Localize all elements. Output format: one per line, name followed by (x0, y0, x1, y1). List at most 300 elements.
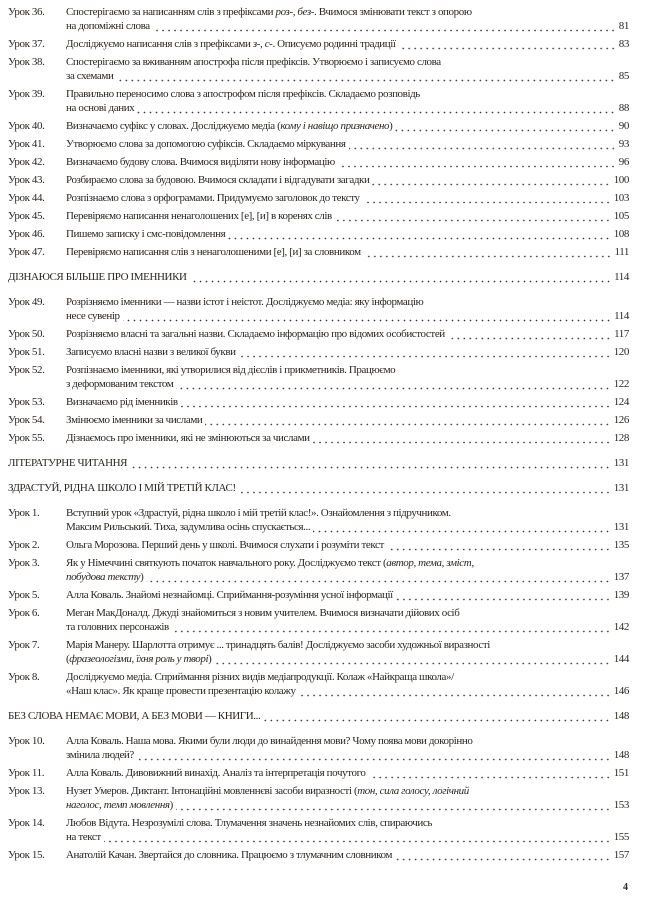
lesson-label: Урок 52. (8, 364, 45, 376)
entry-line (66, 101, 629, 115)
lesson-label: Урок 3. (8, 557, 40, 569)
text-segment: з деформованим текстом (66, 378, 174, 390)
entry-line (66, 684, 629, 698)
dot-leader (137, 748, 611, 762)
page-ref: 105 (613, 210, 629, 222)
lesson-label: Урок 10. (8, 735, 45, 747)
entry-text (66, 19, 150, 33)
entry-text (66, 245, 361, 259)
lesson-label: Урок 51. (8, 346, 45, 358)
entry-text (66, 798, 173, 812)
entry-body (66, 413, 629, 427)
page-ref: 90 (618, 120, 629, 132)
text-segment: Розрізняємо іменники — назви істот і неістот. Досліджуємо медіа: яку інформацію (66, 296, 424, 308)
entry-line (66, 5, 629, 19)
entry-line (66, 670, 629, 684)
entry-body (66, 848, 629, 862)
entry-line (8, 456, 629, 470)
text-segment: Пишемо записку і смс-повідомлення (66, 228, 226, 240)
entry-body (8, 270, 629, 284)
entry-text (66, 538, 384, 552)
page-ref: 85 (618, 70, 629, 82)
entry-line (66, 830, 629, 844)
page-ref: 131 (613, 521, 629, 533)
text-segment: на текст (66, 831, 101, 843)
entry-line (66, 155, 629, 169)
section-heading (8, 479, 629, 497)
dot-leader (335, 209, 611, 223)
text-segment: Розпізнаємо слова з орфограмами. Придумуємо заголовок до тексту (66, 192, 360, 204)
dot-leader (172, 620, 611, 634)
toc-entry (8, 171, 629, 189)
italic-text: кому і навіщо призначено (280, 120, 390, 132)
page-ref: 83 (618, 38, 629, 50)
toc-entry (8, 35, 629, 53)
text-segment: Визначаємо будову слова. Вчимося виділяти нову інформацію (66, 156, 335, 168)
entry-body (66, 137, 629, 151)
dot-leader (116, 69, 615, 83)
entry-body (8, 481, 629, 495)
entry-line (66, 638, 629, 652)
entry-line (66, 570, 629, 584)
toc-entry (8, 225, 629, 243)
text-segment: Любов Відута. Незрозумілі слова. Тлумачення значень незнайомих слів, спираючись (66, 817, 432, 829)
text-segment: ЛІТЕРАТУРНЕ ЧИТАННЯ (8, 457, 128, 469)
toc-entry (8, 53, 629, 85)
entry-line (66, 748, 629, 762)
page-ref: 103 (613, 192, 629, 204)
entry-body (66, 784, 629, 812)
toc-entry (8, 3, 629, 35)
dot-leader (387, 538, 611, 552)
page-ref: 124 (613, 396, 629, 408)
entry-text (66, 101, 134, 115)
toc-entry (8, 636, 629, 668)
text-segment: Змінюємо іменники за числами (66, 414, 203, 426)
entry-text (66, 684, 296, 698)
page-ref: 144 (613, 653, 629, 665)
lesson-label: Урок 46. (8, 228, 45, 240)
toc-entry (8, 604, 629, 636)
lesson-label: Урок 5. (8, 589, 40, 601)
entry-text (66, 87, 420, 101)
entry-line (66, 37, 629, 51)
text-segment: Як у Німеччині святкують початок навчального року. Досліджуємо текст ( (66, 557, 387, 569)
dot-leader (395, 848, 611, 862)
lesson-label: Урок 15. (8, 849, 45, 861)
entry-body (66, 538, 629, 552)
entry-line (66, 227, 629, 241)
page-ref: 135 (613, 539, 629, 551)
text-segment: . Описуємо родинні традиції (272, 38, 396, 50)
dot-leader (123, 309, 612, 323)
dot-leader (181, 395, 611, 409)
text-segment: на допоміжні слова (66, 20, 150, 32)
dot-leader (338, 155, 616, 169)
text-segment: ( (66, 653, 70, 665)
entry-body (66, 155, 629, 169)
entry-text (66, 588, 393, 602)
text-segment: ЗДРАСТУЙ, РІДНА ШКОЛО І МІЙ ТРЕТІЙ КЛАС! (8, 482, 236, 494)
toc-entry (8, 782, 629, 814)
lesson-label: Урок 44. (8, 192, 45, 204)
lesson-label: Урок 50. (8, 328, 45, 340)
page-ref: 117 (614, 328, 629, 340)
lesson-label: Урок 7. (8, 639, 40, 651)
text-segment: змінила людей? (66, 749, 134, 761)
dot-leader (205, 413, 610, 427)
dot-leader (153, 19, 616, 33)
entry-body (66, 227, 629, 241)
italic-text: роз-, без- (275, 6, 315, 18)
page-number: 4 (623, 882, 628, 893)
dot-leader (104, 830, 611, 844)
dot-leader (448, 327, 611, 341)
page-ref: 146 (613, 685, 629, 697)
page-ref: 153 (613, 799, 629, 811)
entry-text (66, 816, 432, 830)
text-segment: Записуємо власні назви з великої букви (66, 346, 236, 358)
toc-entry (8, 85, 629, 117)
text-segment: та головних персонажів (66, 621, 169, 633)
entry-line (66, 431, 629, 445)
dot-leader (395, 119, 615, 133)
entry-line (66, 345, 629, 359)
text-segment: Ольга Морозова. Перший день у школі. Вчимося слухати і розуміти текст (66, 539, 384, 551)
entry-body (66, 556, 629, 584)
entry-text (66, 748, 134, 762)
text-segment: Визначаємо суфікс у словах. Досліджуємо медіа ( (66, 120, 281, 132)
entry-line (66, 652, 629, 666)
lesson-label: Урок 43. (8, 174, 45, 186)
entry-text (66, 848, 392, 862)
entry-line (66, 295, 629, 309)
page-ref: 148 (613, 710, 629, 722)
entry-line (66, 588, 629, 602)
entry-line (8, 270, 629, 284)
dot-leader (372, 173, 610, 187)
page-ref: 128 (613, 432, 629, 444)
lesson-label: Урок 8. (8, 671, 40, 683)
lesson-label: Урок 1. (8, 507, 40, 519)
text-segment: Визначаємо рід іменників (66, 396, 178, 408)
page-ref: 139 (613, 589, 629, 601)
italic-text: фразеологізми, їхня роль у творі (69, 653, 209, 665)
entry-text (66, 506, 451, 520)
dot-leader (214, 652, 610, 666)
entry-line (66, 816, 629, 830)
text-segment: Розпізнаємо іменники, які утворилися від дієслів і прикметників. Працюємо (66, 364, 396, 376)
text-segment: Утворюємо слова за допомогою суфіксів. Складаємо міркування (66, 138, 346, 150)
lesson-label: Урок 49. (8, 296, 45, 308)
page-ref: 155 (613, 831, 629, 843)
entry-text (66, 784, 469, 798)
page-ref: 96 (618, 156, 629, 168)
entry-line (66, 766, 629, 780)
lesson-label: Урок 53. (8, 396, 45, 408)
italic-text: побудова тексту (66, 571, 141, 583)
toc-entry (8, 536, 629, 554)
entry-body (66, 431, 629, 445)
toc-entry (8, 814, 629, 846)
dot-leader (239, 481, 611, 495)
entry-text (66, 295, 423, 309)
entry-body (66, 345, 629, 359)
dot-leader (396, 588, 611, 602)
dot-leader (190, 270, 612, 284)
text-segment: БЕЗ СЛОВА НЕМАЄ МОВИ, А БЕЗ МОВИ — КНИГИ... (8, 710, 261, 722)
entry-line (66, 606, 629, 620)
lesson-label: Урок 45. (8, 210, 45, 222)
entry-body (66, 363, 629, 391)
entry-body (66, 245, 629, 259)
text-segment: Алла Коваль. Знайомі незнайомці. Сприймання-розуміння усної інформації (66, 589, 393, 601)
entry-text (66, 620, 169, 634)
entry-text (66, 69, 113, 83)
text-segment: ) (169, 799, 173, 811)
text-segment: Марія Манеру. Шарлотта отримує ... тринадцять балів! Досліджуємо засоби художньої виразності (66, 639, 490, 651)
entry-body (66, 37, 629, 51)
entry-line (66, 520, 629, 534)
italic-text: автор, тема, зміст, (386, 557, 474, 569)
text-segment: на основі даних (66, 102, 135, 114)
text-segment: Спостерігаємо за написанням слів з префіксами (66, 6, 276, 18)
text-segment: Меган МакДоналд. Джуді знайомиться з новим учителем. Вчимося визначати дійових осіб (66, 607, 460, 619)
page-ref: 114 (614, 271, 629, 283)
entry-line (66, 620, 629, 634)
entry-text (66, 345, 236, 359)
entry-line (66, 848, 629, 862)
entry-text (66, 377, 173, 391)
entry-line (66, 395, 629, 409)
lesson-label: Урок 38. (8, 56, 45, 68)
toc-entry (8, 361, 629, 393)
entry-text (66, 830, 101, 844)
text-segment: Дізнаємось про іменники, які не змінюються за числами (66, 432, 310, 444)
dot-leader (399, 37, 616, 51)
lesson-label: Урок 13. (8, 785, 45, 797)
entry-line (66, 191, 629, 205)
lesson-label: Урок 39. (8, 88, 45, 100)
entry-line (66, 87, 629, 101)
entry-line (66, 55, 629, 69)
entry-body (66, 55, 629, 83)
entry-body (66, 209, 629, 223)
lesson-label: Урок 47. (8, 246, 45, 258)
page-ref: 131 (613, 457, 629, 469)
entry-text (66, 638, 490, 652)
entry-body (8, 709, 629, 723)
entry-text (8, 270, 187, 284)
dot-leader (130, 456, 611, 470)
text-segment: ) (140, 571, 144, 583)
entry-line (66, 556, 629, 570)
entry-line (66, 309, 629, 323)
entry-body (66, 119, 629, 133)
entry-text (66, 309, 120, 323)
entry-text (66, 209, 332, 223)
toc-entry (8, 393, 629, 411)
entry-text (66, 119, 392, 133)
entry-body (66, 87, 629, 115)
page-ref: 81 (618, 20, 629, 32)
entry-body (66, 506, 629, 534)
toc-entry (8, 293, 629, 325)
text-segment: Алла Коваль. Наша мова. Якими були люди до винайдення мови? Чому поява мови докорінно (66, 735, 473, 747)
dot-leader (176, 798, 611, 812)
toc-entry (8, 153, 629, 171)
entry-line (8, 481, 629, 495)
toc-entry (8, 117, 629, 135)
toc-entry (8, 732, 629, 764)
entry-line (66, 19, 629, 33)
entry-text (66, 431, 310, 445)
page-ref: 131 (613, 482, 629, 494)
italic-text: з-, с- (252, 38, 273, 50)
text-segment: Перевіряємо написання слів з ненаголошеними [е], [и] за словником (66, 246, 361, 258)
entry-text (8, 481, 236, 495)
lesson-label: Урок 54. (8, 414, 45, 426)
text-segment: Досліджуємо медіа. Сприймання різних видів медіапродукції. Колаж «Найкраща школа»/ (66, 671, 454, 683)
italic-text: тон, сила голосу, логічний (357, 785, 469, 797)
text-segment: Алла Коваль. Дивовижний винахід. Аналіз та інтерпретація почутого (66, 767, 366, 779)
lesson-label: Урок 55. (8, 432, 45, 444)
text-segment: Анатолій Качан. Звертайся до словника. Працюємо з тлумачним словником (66, 849, 393, 861)
toc-entry (8, 207, 629, 225)
toc-entry (8, 846, 629, 864)
entry-line (66, 209, 629, 223)
page-ref: 122 (613, 378, 629, 390)
dot-leader (369, 766, 611, 780)
section-heading (8, 268, 629, 286)
toc-entry (8, 343, 629, 361)
entry-text (66, 766, 366, 780)
dot-leader (146, 570, 610, 584)
lesson-label: Урок 6. (8, 607, 40, 619)
entry-line (66, 245, 629, 259)
entry-body (66, 295, 629, 323)
entry-body (66, 588, 629, 602)
text-segment: ДІЗНАЮСЯ БІЛЬШЕ ПРО ІМЕННИКИ (8, 271, 187, 283)
dot-leader (176, 377, 610, 391)
entry-body (8, 456, 629, 470)
entry-text (66, 191, 360, 205)
entry-text (66, 395, 178, 409)
text-segment: за схемами (66, 70, 114, 82)
page-ref: 111 (614, 246, 629, 258)
text-segment: Перевіряємо написання ненаголошених [е], [и] в коренях слів (66, 210, 332, 222)
entry-text (66, 734, 472, 748)
text-segment: Вступний урок «Здрастуй, рідна школо і мій третій клас!». Ознайомлення з підручником. (66, 507, 451, 519)
page-ref: 126 (613, 414, 629, 426)
dot-leader (363, 191, 611, 205)
page-ref: 137 (613, 571, 629, 583)
entry-text (66, 227, 225, 241)
dot-leader (364, 245, 612, 259)
dot-leader (263, 709, 610, 723)
entry-body (66, 5, 629, 33)
page-ref: 108 (613, 228, 629, 240)
entry-text (66, 37, 396, 51)
section-heading (8, 707, 629, 725)
entry-text (66, 670, 454, 684)
toc-entry (8, 429, 629, 447)
entry-body (66, 191, 629, 205)
lesson-label: Урок 41. (8, 138, 45, 150)
entry-line (66, 377, 629, 391)
entry-text (66, 520, 310, 534)
entry-line (66, 506, 629, 520)
toc-entry (8, 668, 629, 700)
text-segment: Нузет Умеров. Диктант. Інтонаційні мовленнєві засоби виразності ( (66, 785, 358, 797)
entry-line (66, 538, 629, 552)
toc-entry (8, 764, 629, 782)
entry-text (66, 327, 445, 341)
dot-leader (313, 520, 610, 534)
dot-leader (349, 137, 616, 151)
lesson-label: Урок 14. (8, 817, 45, 829)
entry-body (66, 606, 629, 634)
entry-line (8, 709, 629, 723)
section-heading (8, 454, 629, 472)
entry-body (66, 766, 629, 780)
entry-line (66, 327, 629, 341)
entry-body (66, 395, 629, 409)
table-of-contents (8, 3, 629, 864)
toc-entry (8, 325, 629, 343)
lesson-label: Урок 11. (8, 767, 45, 779)
entry-body (66, 173, 629, 187)
entry-body (66, 816, 629, 844)
toc-entry (8, 586, 629, 604)
text-segment: ) (389, 120, 393, 132)
entry-line (66, 69, 629, 83)
page-ref: 157 (613, 849, 629, 861)
entry-line (66, 798, 629, 812)
entry-body (66, 670, 629, 698)
text-segment: Правильно переносимо слова з апострофом після префіксів. Складаємо розповідь (66, 88, 420, 100)
entry-line (66, 363, 629, 377)
page-ref: 93 (618, 138, 629, 150)
entry-line (66, 734, 629, 748)
text-segment: Досліджуємо написання слів з префіксами (66, 38, 253, 50)
entry-text (66, 5, 472, 19)
entry-text (66, 137, 346, 151)
text-segment: . Вчимося змінювати текст з опорою (314, 6, 472, 18)
text-segment: Розбираємо слова за будовою. Вчимося складати і відгадувати загадки (66, 174, 370, 186)
entry-text (66, 363, 395, 377)
page-ref: 88 (618, 102, 629, 114)
text-segment: «Наш клас». Як краще провести презентацію колажу (66, 685, 296, 697)
page-ref: 142 (613, 621, 629, 633)
page-ref: 114 (614, 310, 629, 322)
dot-leader (299, 684, 611, 698)
lesson-label: Урок 40. (8, 120, 45, 132)
entry-text (8, 709, 260, 723)
lesson-label: Урок 36. (8, 6, 45, 18)
entry-line (66, 413, 629, 427)
page-ref: 148 (613, 749, 629, 761)
entry-text (66, 413, 202, 427)
dot-leader (313, 431, 611, 445)
toc-entry (8, 189, 629, 207)
toc-entry (8, 554, 629, 586)
page-ref: 100 (613, 174, 629, 186)
toc-entry (8, 411, 629, 429)
entry-text (66, 173, 369, 187)
toc-entry (8, 504, 629, 536)
lesson-label: Урок 37. (8, 38, 45, 50)
